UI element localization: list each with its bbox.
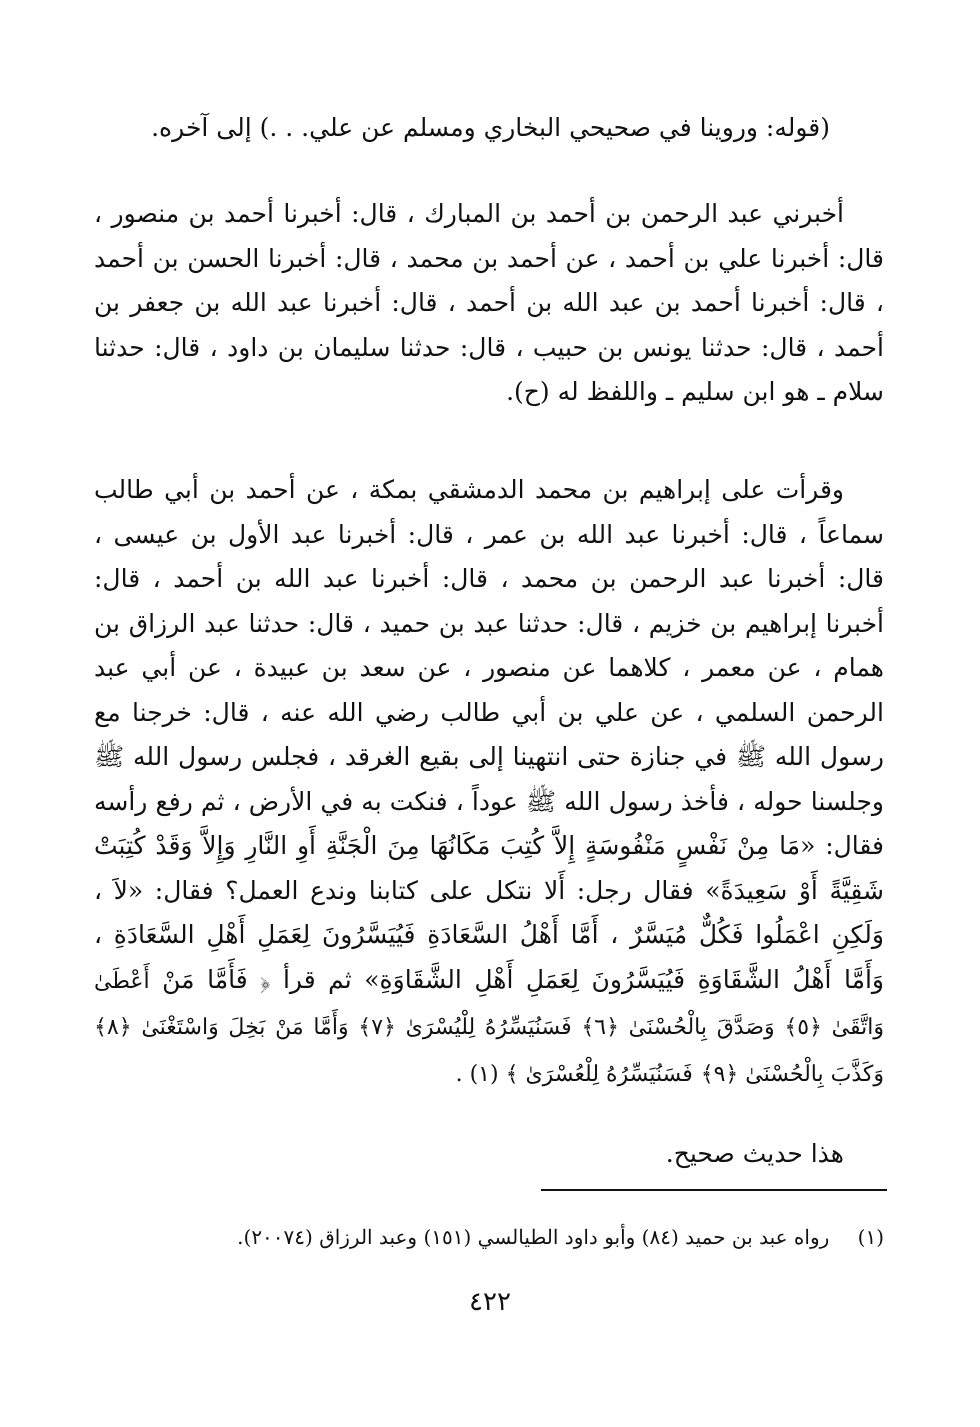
footnote [94,1222,884,1252]
text-line: قال: أخبرنا إبراهيم بن خزيم ، قال: حدثنا عبد بن حميد ، قال: حدثنا [94,564,884,638]
footnote-number: (١) [857,1225,884,1249]
text-line: العمل؟ فقال: «لاَ ، وَلَكِنِ اعْمَلُوا فَكُلٌّ مُيَسَّرٌ ، أَمَّا أَهْلُ السَّعَادَةِ فَيُيَسَّرُونَ لِعَمَلِ [94,875,884,949]
text-line: الأرض ، ثم رفع رأسه فقال: «مَا مِنْ نَفْسٍ مَنْفُوسَةٍ إِلاَّ كُتِبَ مَكَانُهَا مِنَ الْجَنَّةِ أَوِ [94,786,884,860]
text-line: وقرأت على إبراهيم بن محمد الدمشقي بمكة ، عن أحمد بن أبي طالب [94,475,844,504]
text-line: رسول الله ﷺ وجلسنا حوله ، فأخذ رسول الله ﷺ عوداً ، فنكت به في [94,742,884,816]
text-line: جعفر بن أحمد ، قال: حدثنا يونس بن حبيب ، قال: حدثنا سليمان بن داود ، [94,288,884,362]
text-line: عن أبي عبد الرحمن السلمي ، عن علي بن أبي طالب رضي الله عنه ، قال: [94,653,884,727]
text-line: قال: أخبرنا علي بن أحمد ، عن أحمد بن محمد ، قال: أخبرنا الحسن بن [152,243,884,273]
text-line: أَهْلِ السَّعَادَةِ ، وَأَمَّا أَهْلُ الشَّقَاوَةِ فَيُيَسَّرُونَ لِعَمَلِ أَهْلِ الشَّقَاوَةِ» ثم قرأ ﴿ فَأَمَّا مَنْ [94,920,884,994]
text-line: أخبرني عبد الرحمن بن أحمد بن المبارك ، قال: أخبرنا أحمد بن منصور ، [94,199,844,228]
text-line: سماعاً ، قال: أخبرنا عبد الله بن عمر ، قال: أخبرنا عبد الأول بن عيسى ، [94,519,884,549]
text-line: هذا حديث صحيح. [665,1139,844,1168]
quran-verse-line: أَعْطَىٰ وَاتَّقَىٰ ﴿٥﴾ وَصَدَّقَ بِالْحُسْنَىٰ ﴿٦﴾ فَسَنُيَسِّرُهُ لِلْيُسْرَىٰ ﴿٧﴾ وَأَمَّا مَنْ بَخِلَ وَاسْتَغْنَىٰ ﴿٨﴾ وَكَذَّبَ بِالْحُسْنَىٰ ﴿٩﴾ [94,968,885,1087]
text-line: عبد الرزاق بن همام ، عن معمر ، كلاهما عن منصور ، عن سعد بن عبيدة ، [94,608,884,682]
text-line: خرجنا مع رسول الله ﷺ في جنازة حتى انتهينا إلى بقيع الغرقد ، فجلس [94,697,885,771]
paragraph-hadith [94,468,884,1097]
text-line: النَّارِ وَإِلاَّ وَقَدْ كُتِبَتْ شَقِيَّةً أَوْ سَعِيدَةً» فقال رجل: أَلا نتكل على كتابنا وندع [94,831,885,905]
page-number: ٤٢٢ [469,1287,511,1317]
text-line: أحمد ، قال: أخبرنا أحمد بن عبد الله بن أحمد ، قال: أخبرنا عبد الله بن [94,243,884,317]
footnote-divider [541,1189,887,1191]
text-line: قال: حدثنا سلام ـ هو ابن سليم ـ واللفظ له (ح). [94,332,884,406]
text-line: قال: أخبرنا عبد الرحمن بن محمد ، قال: أخبرنا عبد الله بن أحمد ، [152,564,884,593]
footnote-text: رواه عبد بن حميد (٨٤) وأبو داود الطيالسي (١٥١) وعبد الرزاق (٢٠٠٧٤). [237,1225,830,1249]
quran-verse-line: فَسَنُيَسِّرُهُ لِلْعُسْرَىٰ ﴾ (١) . [455,1061,693,1087]
paragraph-isnad-1 [94,192,884,415]
section-heading: (قوله: وروينا في صحيحي البخاري ومسلم عن علي. . .) إلى آخره. [151,113,830,142]
paragraph-grading [94,1132,884,1177]
